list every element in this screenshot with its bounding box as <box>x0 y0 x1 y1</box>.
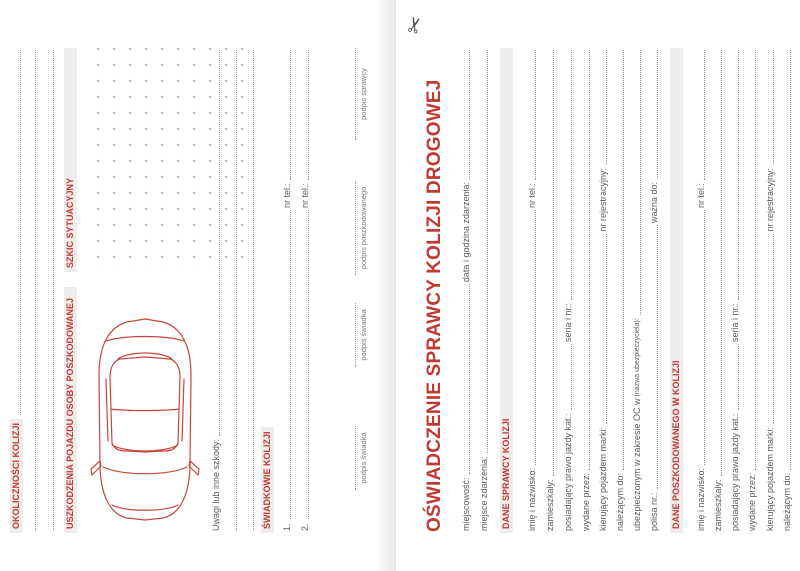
witness-row-2 <box>298 48 311 531</box>
perp-tel-label: nr tel.: <box>527 183 537 209</box>
form-title: OŚWIADCZENIE SPRAWCY KOLIZJI DROGOWEJ <box>424 79 445 532</box>
inj-address-row <box>711 48 724 531</box>
perp-policy-row <box>647 48 660 531</box>
signature-slot-witness-2 <box>355 303 368 367</box>
witnesses-header: ŚWIADKOWIE KOLIZJI <box>261 428 274 534</box>
circumstances-line-3 <box>43 48 56 531</box>
signature-label-injured: podpis poszkodowanego <box>359 186 368 270</box>
inj-owner-label: należącym do: <box>782 472 792 531</box>
car-top-view-icon <box>88 313 202 525</box>
witness-row-1 <box>280 48 293 531</box>
perp-license-label: posiadający prawo jazdy kat.: <box>563 413 573 531</box>
place-date-row <box>459 48 472 531</box>
inj-owner-row <box>780 48 793 531</box>
circumstances-header-row <box>10 48 23 533</box>
witness-1-number: 1. <box>282 523 292 531</box>
perp-policy-valid-label: ważna do: <box>649 182 659 224</box>
inj-reg-label: nr rejestracyjny: <box>765 168 775 232</box>
remarks-line-3 <box>243 48 256 531</box>
circumstances-header: OKOLICZNOŚCI KOLIZJI <box>10 419 23 533</box>
inj-address-label: zamieszkały: <box>713 479 723 531</box>
perp-owner-label: należącym do: <box>615 472 625 531</box>
signature-slot-injured <box>355 181 368 275</box>
witness-2-tel-label: nr tel.: <box>300 183 310 209</box>
inj-name-row <box>694 48 707 531</box>
perp-name-row <box>525 48 538 531</box>
circumstances-line-2 <box>25 48 38 531</box>
inj-vehicle-label: kierujący pojazdem marki: <box>765 426 775 531</box>
inj-license-row <box>728 48 741 531</box>
inj-issued-row <box>745 48 758 531</box>
perp-name-label: imię i nazwisko: <box>527 467 537 531</box>
perp-issued-row <box>579 48 592 531</box>
remarks-row <box>209 48 222 531</box>
remarks-line-1 <box>207 50 220 436</box>
right-page-content <box>400 0 800 571</box>
datetime-label: data i godzina zdarzenia: <box>461 182 471 283</box>
location-row <box>477 48 490 531</box>
perp-insurance-label: ubezpieczonym w zakresie OC w <box>632 398 642 531</box>
remarks-label: Uwagi lub inne szkody: <box>211 438 221 531</box>
inj-license-series-label: seria i nr.: <box>730 303 740 343</box>
circumstances-line-1 <box>8 50 21 415</box>
perp-address-label: zamieszkały: <box>545 479 555 531</box>
inj-vehicle-row <box>763 48 776 531</box>
place-label: miejscowość: <box>461 477 471 531</box>
perp-license-series-label: seria i nr.: <box>563 303 573 343</box>
location-label: miejsce zdarzenia: <box>479 456 489 531</box>
inj-license-label: posiadający prawo jazdy kat.: <box>730 413 740 531</box>
perpetrator-section-header: DANE SPRAWCY KOLIZJI <box>500 48 513 533</box>
perp-policy-label: polisa nr.: <box>649 492 659 531</box>
perp-issued-label: wydane przez: <box>581 472 591 531</box>
signature-label-perpetrator: podpis sprawcy <box>359 68 368 120</box>
witness-2-number: 2. <box>300 523 310 531</box>
inj-name-label: imię i nazwisko: <box>696 467 706 531</box>
signature-label-witness-1: podpis świadka <box>359 432 368 484</box>
perp-license-row <box>561 48 574 531</box>
signature-label-witness-2: podpis świadka <box>359 309 368 361</box>
injured-section-header: DANE POSZKODOWANEGO W KOLIZJI <box>670 48 683 533</box>
signature-slot-witness-1 <box>355 426 368 490</box>
remarks-line-2 <box>226 48 239 531</box>
sketch-header: SZKIC SYTUACYJNY <box>64 48 77 272</box>
perp-insurance-note: (nazwa ubezpieczyciela): <box>634 318 641 397</box>
perp-address-row <box>543 48 556 531</box>
perp-vehicle-row <box>596 48 609 531</box>
inj-tel-label: nr tel.: <box>696 183 706 209</box>
signature-slot-perpetrator <box>355 48 368 140</box>
inj-issued-label: wydane przez: <box>747 472 757 531</box>
scissors-icon: ✂ <box>401 13 429 37</box>
perp-vehicle-label: kierujący pojazdem marki: <box>598 426 608 531</box>
mid-headers-row <box>64 48 77 533</box>
perp-owner-row <box>613 48 626 531</box>
damage-header: USZKODZENIA POJAZDU OSOBY POSZKODOWANEJ <box>64 287 77 533</box>
perp-reg-label: nr rejestracyjny: <box>598 168 608 232</box>
right-page <box>400 0 800 571</box>
perp-insurance-row <box>630 48 643 531</box>
witness-1-tel-label: nr tel.: <box>282 183 292 209</box>
